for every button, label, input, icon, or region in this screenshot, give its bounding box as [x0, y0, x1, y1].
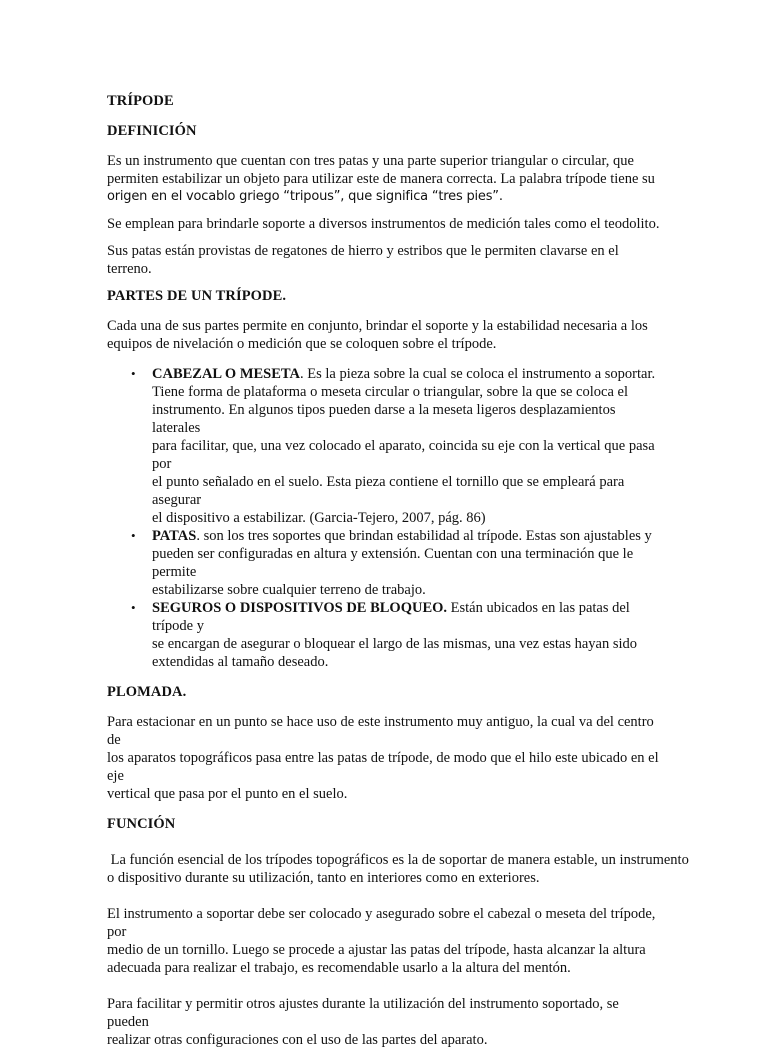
- heading-funcion: FUNCIÓN: [107, 816, 176, 832]
- text-line: medio de un tornillo. Luego se procede a ajustar las patas del trípode, hasta alcanzar la altura: [107, 942, 646, 958]
- text-line: pueden ser configuradas en altura y extensión. Cuentan con una terminación que le permite: [152, 546, 634, 580]
- heading-plomada: PLOMADA.: [107, 684, 187, 700]
- text-line: el punto señalado en el suelo. Esta pieza contiene el tornillo que se empleará para asegurar: [152, 474, 625, 508]
- text-line: equipos de nivelación o medición que se coloquen sobre el trípode.: [107, 336, 497, 352]
- partes-intro: [107, 317, 663, 353]
- text-line: El instrumento a soportar debe ser colocado y asegurado sobre el cabezal o meseta del trípode, por: [107, 906, 656, 940]
- text-line: estabilizarse sobre cualquier terreno de trabajo.: [152, 582, 426, 598]
- term-patas: PATAS: [152, 528, 197, 544]
- heading-definicion: DEFINICIÓN: [107, 123, 197, 139]
- plomada-paragraph: [107, 713, 663, 803]
- document-title: TRÍPODE: [107, 93, 174, 109]
- term-seguros: SEGUROS O DISPOSITIVOS DE BLOQUEO.: [152, 600, 448, 616]
- list-item-patas: [131, 527, 663, 599]
- text-line: Cada una de sus partes permite en conjunto, brindar el soporte y la estabilidad necesaria a los: [107, 318, 648, 334]
- list-item-cabezal: [131, 365, 663, 527]
- text-line: . son los tres soportes que brindan estabilidad al trípode. Estas son ajustables y: [196, 528, 652, 544]
- text-line: Es un instrumento que cuentan con tres patas y una parte superior triangular o circular, que: [107, 153, 634, 169]
- text-line: . Es la pieza sobre la cual se coloca el instrumento a soportar.: [300, 366, 656, 382]
- text-line: permiten estabilizar un objeto para utilizar este de manera correcta. La palabra trípode tiene su: [107, 171, 655, 187]
- bullet-icon: •: [131, 528, 136, 543]
- text-line: los aparatos topográficos pasa entre las patas de trípode, de modo que el hilo este ubicado en el eje: [107, 750, 659, 784]
- document-page: [107, 92, 689, 1049]
- text-line: origen en el vocablo griego “tripous”, que significa “tres pies”.: [107, 189, 503, 204]
- text-line: para facilitar, que, una vez colocado el aparato, coincida su eje con la vertical que pasa por: [152, 438, 655, 472]
- bullet-icon: •: [131, 600, 136, 615]
- text-line: extendidas al tamaño deseado.: [152, 654, 329, 670]
- heading-partes: PARTES DE UN TRÍPODE.: [107, 288, 287, 304]
- text-line: realizar otras configuraciones con el uso de las partes del aparato.: [107, 1032, 488, 1048]
- definicion-paragraph-2: Se emplean para brindarle soporte a diversos instrumentos de medición tales como el teodolito.: [107, 216, 660, 232]
- text-line: el dispositivo a estabilizar. (Garcia-Tejero, 2007, pág. 86): [152, 510, 486, 526]
- text-line: instrumento. En algunos tipos pueden darse a la meseta ligeros desplazamientos laterales: [152, 402, 616, 436]
- term-cabezal: CABEZAL O MESETA: [152, 366, 300, 382]
- text-line: Están ubicados en las patas del trípode y: [152, 600, 630, 634]
- definicion-paragraph-3: Sus patas están provistas de regatones de hierro y estribos que le permiten clavarse en el terreno.: [107, 243, 619, 277]
- funcion-paragraph-1: [107, 851, 689, 887]
- text-line: La función esencial de los trípodes topográficos es la de soportar de manera estable, un instrumento: [107, 852, 689, 868]
- text-line: se encargan de asegurar o bloquear el largo de las mismas, una vez estas hayan sido: [152, 636, 638, 652]
- text-line: vertical que pasa por el punto en el suelo.: [107, 786, 348, 802]
- text-line: o dispositivo durante su utilización, tanto en interiores como en exteriores.: [107, 870, 540, 886]
- parts-list: [107, 365, 663, 671]
- list-item-seguros: [131, 599, 663, 671]
- text-line: adecuada para realizar el trabajo, es recomendable usarlo a la altura del mentón.: [107, 960, 571, 976]
- funcion-paragraph-3: [107, 995, 663, 1049]
- text-line: Para estacionar en un punto se hace uso de este instrumento muy antiguo, la cual va del centro de: [107, 714, 654, 748]
- bullet-icon: •: [131, 366, 136, 381]
- definicion-paragraph-1: [107, 152, 663, 206]
- text-line: Tiene forma de plataforma o meseta circular o triangular, sobre la que se coloca el: [152, 384, 628, 400]
- text-line: Para facilitar y permitir otros ajustes durante la utilización del instrumento soportado, se pueden: [107, 996, 619, 1030]
- funcion-paragraph-2: [107, 905, 663, 977]
